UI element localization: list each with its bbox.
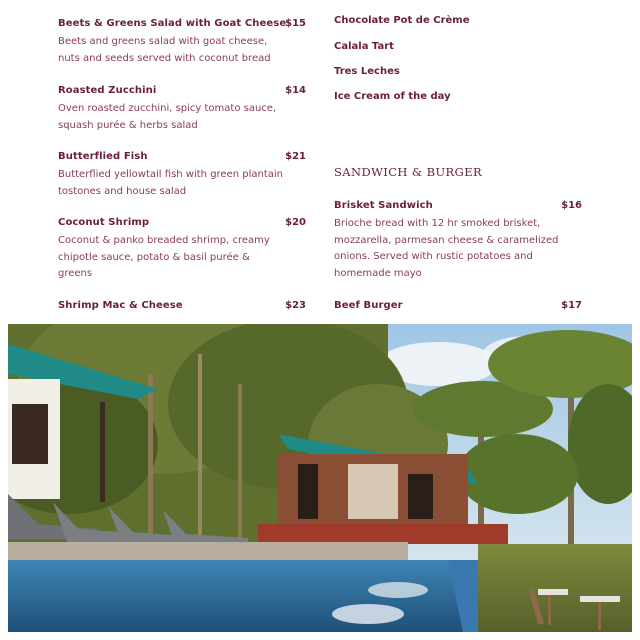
menu-item bbox=[334, 300, 582, 316]
menu-item-description: Beets and greens salad with goat cheese, nuts and seeds served with coconut bread bbox=[58, 36, 271, 64]
pool-seat bbox=[368, 582, 428, 598]
menu-item-name: Roasted Zucchini bbox=[58, 85, 157, 96]
menu-item-description: Butterflied yellowtail fish with green plantain tostones and house salad bbox=[58, 169, 284, 197]
menu-item bbox=[334, 200, 582, 282]
section-title: SANDWICH & BURGER bbox=[334, 165, 483, 179]
menu-item-price: $16 bbox=[561, 200, 582, 211]
pool-seat bbox=[332, 604, 404, 624]
resort-pool-photo bbox=[8, 324, 632, 632]
menu-item-name: Coconut Shrimp bbox=[58, 217, 150, 228]
lawn bbox=[478, 544, 632, 632]
menu-item-description: Brioche bread with 12 hr smoked brisket, mozzarella, parmesan cheese & caramelized onions. Served with rustic potatoes and homemade mayo bbox=[334, 218, 559, 279]
menu-item-description: Coconut & panko breaded shrimp, creamy chipotle sauce, potato & basil purée & greens bbox=[58, 235, 270, 280]
menu-item bbox=[58, 217, 306, 283]
menu-item-price: $17 bbox=[561, 300, 582, 311]
menu-item-price: $21 bbox=[285, 151, 306, 162]
menu-item-name: Beef Burger bbox=[334, 300, 403, 311]
menu-item-price: $20 bbox=[285, 217, 306, 228]
menu-item-price: $23 bbox=[285, 300, 306, 311]
menu-item-price: $15 bbox=[285, 18, 306, 29]
menu-item-name: Butterflied Fish bbox=[58, 151, 148, 162]
dessert-item: Ice Cream of the day bbox=[334, 91, 451, 102]
menu-item-name: Brisket Sandwich bbox=[334, 200, 433, 211]
menu-item-description: Oven roasted zucchini, spicy tomato sauce, squash purée & herbs salad bbox=[58, 103, 277, 131]
menu-item bbox=[58, 85, 306, 134]
menu-item-price: $14 bbox=[285, 85, 306, 96]
dessert-item: Tres Leches bbox=[334, 66, 400, 77]
dessert-item: Calala Tart bbox=[334, 41, 394, 52]
menu-item-name: Beets & Greens Salad with Goat Cheese bbox=[58, 18, 287, 29]
menu-item bbox=[58, 300, 306, 316]
menu-item bbox=[58, 151, 306, 200]
dessert-item: Chocolate Pot de Crème bbox=[334, 15, 470, 26]
menu-item-name: Shrimp Mac & Cheese bbox=[58, 300, 183, 311]
menu-item bbox=[58, 18, 306, 67]
